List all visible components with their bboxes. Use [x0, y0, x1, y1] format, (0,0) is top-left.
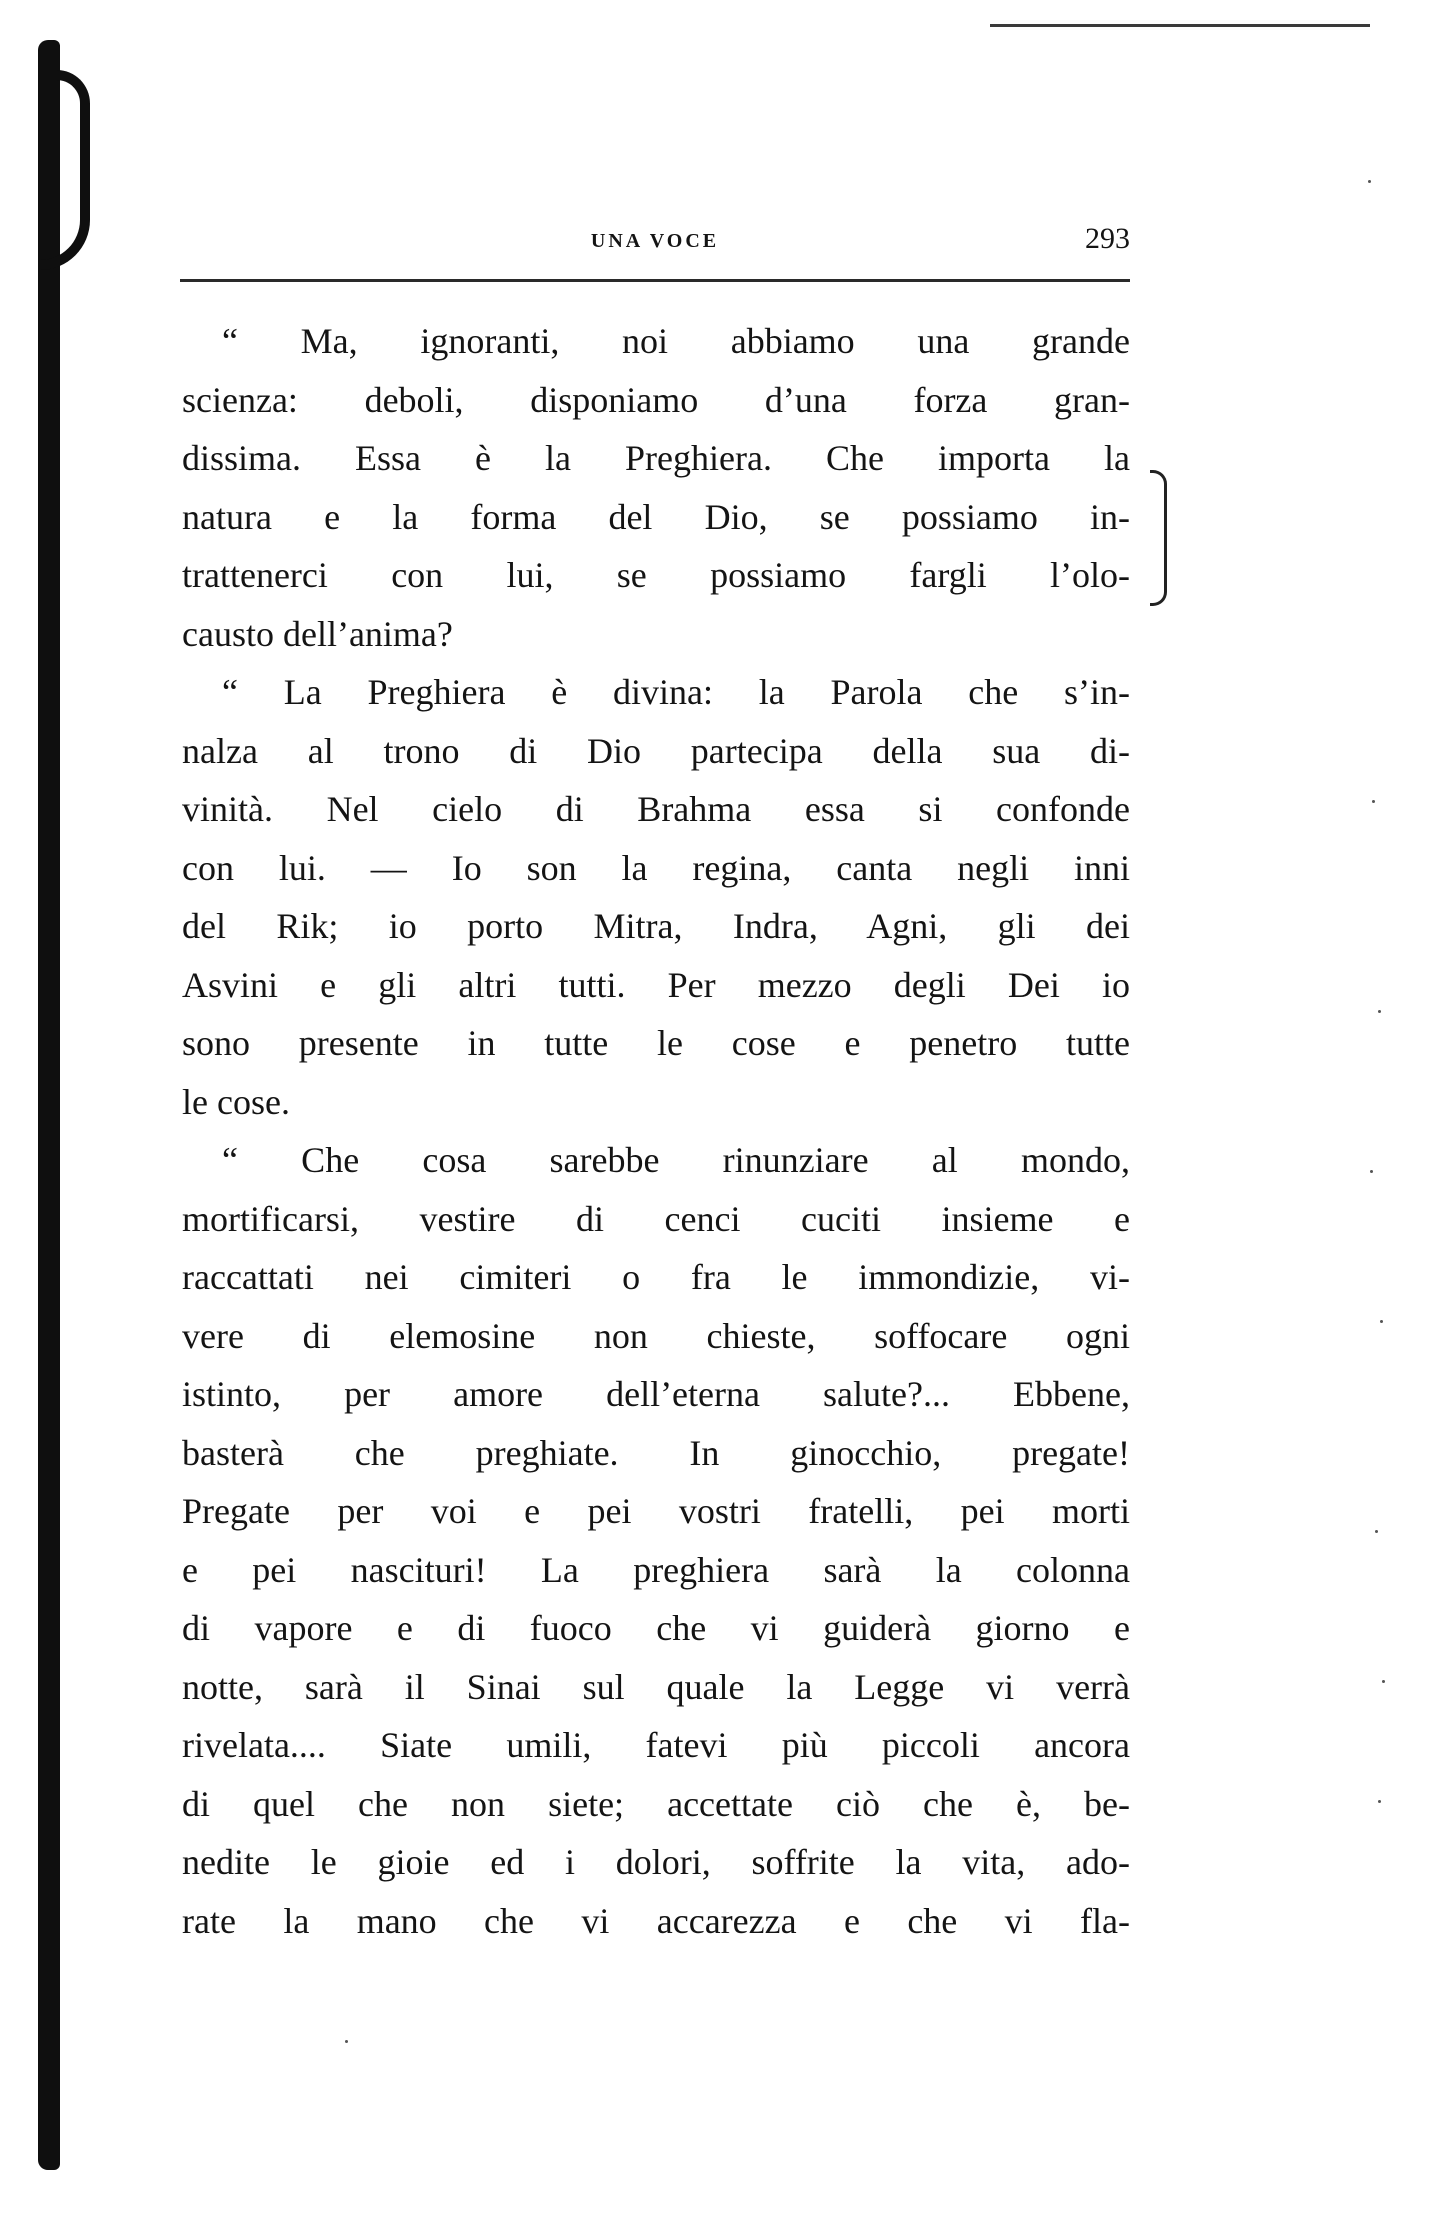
text-line: sono presente in tutte le cose e penetro tutte	[182, 1023, 1130, 1063]
text-line: rate la mano che vi accarezza e che vi fla-	[182, 1900, 1130, 1941]
margin-speck	[1368, 180, 1371, 183]
body-text	[182, 312, 1130, 1950]
text-line: “ La Preghiera è divina: la Parola che s’in-	[222, 672, 1130, 712]
text-line: nedite le gioie ed i dolori, soffrite la vita, ado-	[182, 1842, 1130, 1882]
top-edge-rule	[990, 24, 1370, 27]
margin-speck	[1375, 1530, 1378, 1533]
text-line: raccattati nei cimiteri o fra le immondizie, vi-	[182, 1257, 1130, 1297]
margin-speck	[1378, 1800, 1381, 1803]
text-line: di quel che non siete; accettate ciò che è, be-	[182, 1783, 1130, 1824]
text-line: “ Che cosa sarebbe rinunziare al mondo,	[222, 1140, 1130, 1180]
page-number: 293	[1085, 222, 1130, 255]
running-title: UNA VOCE	[590, 230, 720, 252]
margin-speck	[1380, 1320, 1383, 1323]
text-line: trattenerci con lui, se possiamo fargli l’olo-	[182, 555, 1130, 595]
binding-shadow	[38, 40, 60, 2170]
text-line: “ Ma, ignoranti, noi abbiamo una grande	[222, 321, 1130, 361]
text-line: e pei nascituri! La preghiera sarà la colonna	[182, 1549, 1130, 1590]
text-line: natura e la forma del Dio, se possiamo in-	[182, 496, 1130, 537]
text-line: del Rik; io porto Mitra, Indra, Agni, gli dei	[182, 906, 1130, 946]
text-line: mortificarsi, vestire di cenci cuciti insieme e	[182, 1198, 1130, 1239]
text-line: notte, sarà il Sinai sul quale la Legge vi verrà	[182, 1666, 1130, 1707]
margin-speck	[1378, 1010, 1381, 1013]
text-line: le cose.	[182, 1081, 290, 1122]
margin-bracket-mark	[1150, 470, 1167, 606]
text-line: scienza: deboli, disponiamo d’una forza gran-	[182, 379, 1130, 420]
text-line: causto dell’anima?	[182, 613, 453, 654]
text-line: dissima. Essa è la Preghiera. Che importa la	[182, 438, 1130, 478]
text-line: vinità. Nel cielo di Brahma essa si confonde	[182, 789, 1130, 829]
text-line: di vapore e di fuoco che vi guiderà giorno e	[182, 1608, 1130, 1648]
header-rule	[180, 279, 1130, 282]
binding-curve	[40, 70, 90, 270]
text-line: vere di elemosine non chieste, soffocare ogni	[182, 1315, 1130, 1356]
text-line: Pregate per voi e pei vostri fratelli, pei morti	[182, 1491, 1130, 1531]
margin-speck	[345, 2040, 348, 2043]
margin-speck	[1370, 1170, 1373, 1173]
margin-speck	[1382, 1680, 1385, 1683]
text-line: con lui. — Io son la regina, canta negli inni	[182, 847, 1130, 888]
text-line: basterà che preghiate. In ginocchio, pregate!	[182, 1432, 1130, 1473]
text-line: Asvini e gli altri tutti. Per mezzo degli Dei io	[182, 964, 1130, 1005]
text-line: nalza al trono di Dio partecipa della sua di-	[182, 730, 1130, 771]
text-line: istinto, per amore dell’eterna salute?... Ebbene,	[182, 1374, 1130, 1414]
text-line: rivelata.... Siate umili, fatevi più piccoli ancora	[182, 1725, 1130, 1765]
margin-speck	[1372, 800, 1375, 803]
running-header	[180, 222, 1130, 262]
